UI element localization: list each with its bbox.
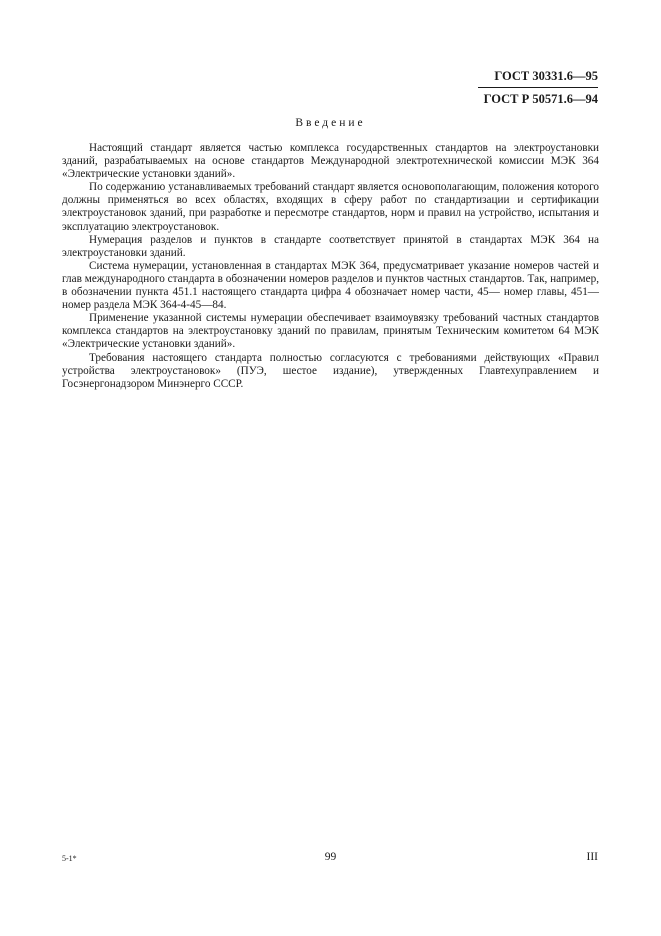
- standard-code-gost: ГОСТ 30331.6—95: [494, 69, 598, 83]
- introduction-text: [62, 142, 599, 391]
- paragraph-6: Требования настоящего стандарта полностью согласуются с требованиями действующих «Правил устройства электроустановок» (ПУЭ, шестое издание), утвержденных Главтехуправлением и Госэнергонадзором Минэнерго СССР.: [62, 351, 599, 390]
- header-divider: [478, 87, 598, 88]
- section-title: Введение: [295, 117, 366, 129]
- standard-code-gost-r: ГОСТ Р 50571.6—94: [483, 92, 598, 106]
- paragraph-5: Применение указанной системы нумерации обеспечивает взаимоувязку требований частных стандартов комплекса стандартов на электроустановку зданий по правилам, принятым Техническим комитетом 64 МЭК «Электрические установки зданий».: [62, 312, 599, 351]
- paragraph-1: Настоящий стандарт является частью комплекса государственных стандартов на электроустановки зданий, разрабатываемых на основе стандартов Международной электротехнической комиссии МЭК 364 «Электрические установки зданий».: [62, 142, 599, 181]
- roman-page-number: III: [586, 851, 598, 863]
- standard-header: [478, 66, 598, 109]
- paragraph-3: Нумерация разделов и пунктов в стандарте соответствует принятой в стандартах МЭК 364 на электроустановки зданий.: [62, 233, 599, 259]
- page-number: 99: [324, 851, 337, 863]
- paragraph-4: Система нумерации, установленная в стандартах МЭК 364, предусматривает указание номеров частей и глав международного стандарта в обозначении номеров разделов и пунктов частных стандартов. Так, например, в обозначении пункта 451.1 настоящего стандарта цифра 4 обозначает номер части, 45— номер главы, 451— номер раздела МЭК 364-4-45—84.: [62, 259, 599, 312]
- signature-mark: 5-1*: [62, 854, 77, 863]
- paragraph-2: По содержанию устанавливаемых требований стандарт является основополагающим, положения которого должны применяться во всех областях, входящих в сферу работ по стандартизации и сертификации электроустановок зданий, при разработке и пересмотре стандартов, норм и правил на устройство, испытания и эксплуатацию электроустановок.: [62, 181, 599, 233]
